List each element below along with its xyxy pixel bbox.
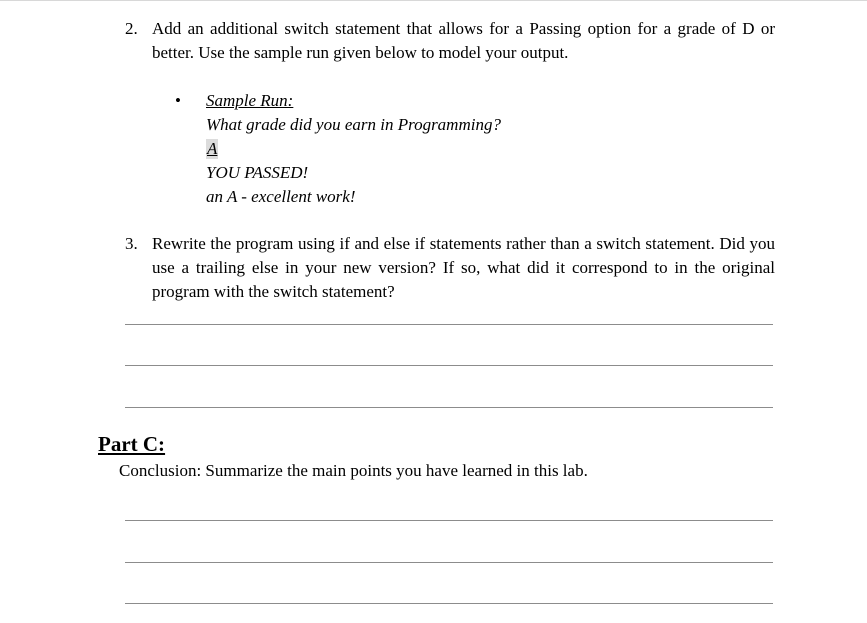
sample-run-answer: A	[207, 139, 218, 158]
question-2	[125, 17, 775, 65]
page-top-border	[0, 0, 867, 1]
answer-line	[125, 324, 773, 325]
answer-line	[125, 603, 773, 604]
answer-line	[125, 365, 773, 366]
question-3	[125, 232, 775, 304]
sample-run	[206, 89, 501, 209]
sample-run-result: YOU PASSED!	[206, 163, 309, 182]
sample-run-title: Sample Run:	[206, 91, 294, 110]
question-2-text: Add an additional switch statement that allows for a Passing option for a grade of D or better. Use the sample run given below to model your output.	[152, 19, 775, 62]
conclusion-prompt: Conclusion: Summarize the main points you have learned in this lab.	[119, 461, 588, 480]
question-3-number: 3.	[125, 234, 138, 253]
sample-run-prompt: What grade did you earn in Programming?	[206, 115, 501, 134]
answer-line	[125, 520, 773, 521]
answer-line	[125, 562, 773, 563]
answer-line	[125, 407, 773, 408]
question-2-number: 2.	[125, 19, 138, 38]
question-3-text: Rewrite the program using if and else if statements rather than a switch statement. Did you use a trailing else in your new version? If so, what did it correspond to in the original program with the switch statement?	[152, 234, 775, 301]
bullet-icon: •	[175, 91, 181, 110]
sample-run-message: an A - excellent work!	[206, 187, 356, 206]
part-c-heading: Part C:	[98, 432, 166, 456]
